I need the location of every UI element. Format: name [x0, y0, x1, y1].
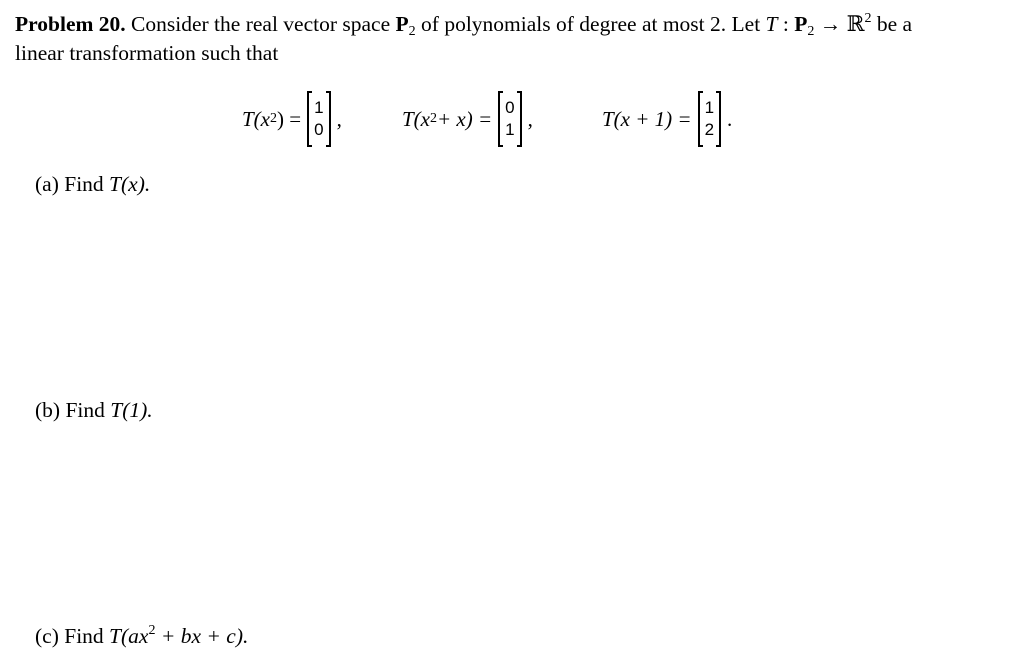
part-b-label: (b) Find — [35, 398, 111, 422]
after-space-text: of polynomials of degree at most 2. Let — [415, 12, 766, 36]
map-name: T — [765, 12, 778, 36]
part-b-expression: T(1). — [110, 398, 153, 422]
equation-3-separator: . — [727, 106, 733, 131]
equation-2-lhs-end: + x) = — [437, 106, 493, 131]
equation-2-lhs: T(x — [402, 106, 430, 131]
part-c-label: (c) Find — [35, 624, 110, 648]
tail-text: be a — [871, 12, 913, 36]
vector-3-bottom: 2 — [704, 120, 715, 139]
part-c-expression-end: + bx + c). — [155, 624, 249, 648]
equation-3 — [602, 92, 732, 146]
equation-1-separator: , — [336, 106, 342, 131]
codomain-symbol: ℝ — [846, 12, 865, 36]
vector-1-bottom: 0 — [314, 120, 324, 139]
equation-1-lhs: T(x — [242, 106, 270, 131]
part-b — [35, 398, 153, 423]
vector-1 — [307, 92, 330, 146]
part-a-label: (a) Find — [35, 172, 110, 196]
vector-1-top: 1 — [314, 98, 324, 117]
codomain-superscript: 2 — [864, 11, 872, 26]
equation-2: T(x 2 + x) = 0 1 , — [402, 92, 533, 146]
problem-statement-line-1 — [15, 12, 912, 37]
vector-3-top: 1 — [704, 98, 715, 117]
arrow-symbol: → — [814, 12, 847, 36]
equation-1: T(x 2 ) = 1 0 , — [242, 92, 342, 146]
equation-2-separator: , — [527, 106, 533, 131]
problem-statement-line-2: linear transformation such that — [15, 41, 279, 65]
equation-3-lhs: T(x + 1) = — [602, 106, 692, 131]
part-c — [35, 624, 248, 649]
vector-3 — [698, 92, 721, 146]
domain-symbol: P — [794, 12, 808, 36]
vector-2-top: 0 — [505, 98, 515, 117]
part-c-expression: T(ax — [109, 624, 149, 648]
domain-subscript: 2 — [807, 24, 815, 39]
space-symbol: P — [395, 12, 409, 36]
part-a — [35, 172, 150, 197]
problem-label: Problem 20. — [15, 12, 126, 36]
map-colon: : — [777, 12, 795, 36]
intro-text: Consider the real vector space — [131, 12, 396, 36]
space-subscript: 2 — [408, 24, 416, 39]
part-c-superscript: 2 — [148, 623, 156, 638]
vector-2-bottom: 1 — [505, 120, 515, 139]
vector-2 — [498, 92, 521, 146]
part-a-expression: T(x). — [109, 172, 151, 196]
equation-1-lhs-end: ) = — [277, 106, 302, 131]
